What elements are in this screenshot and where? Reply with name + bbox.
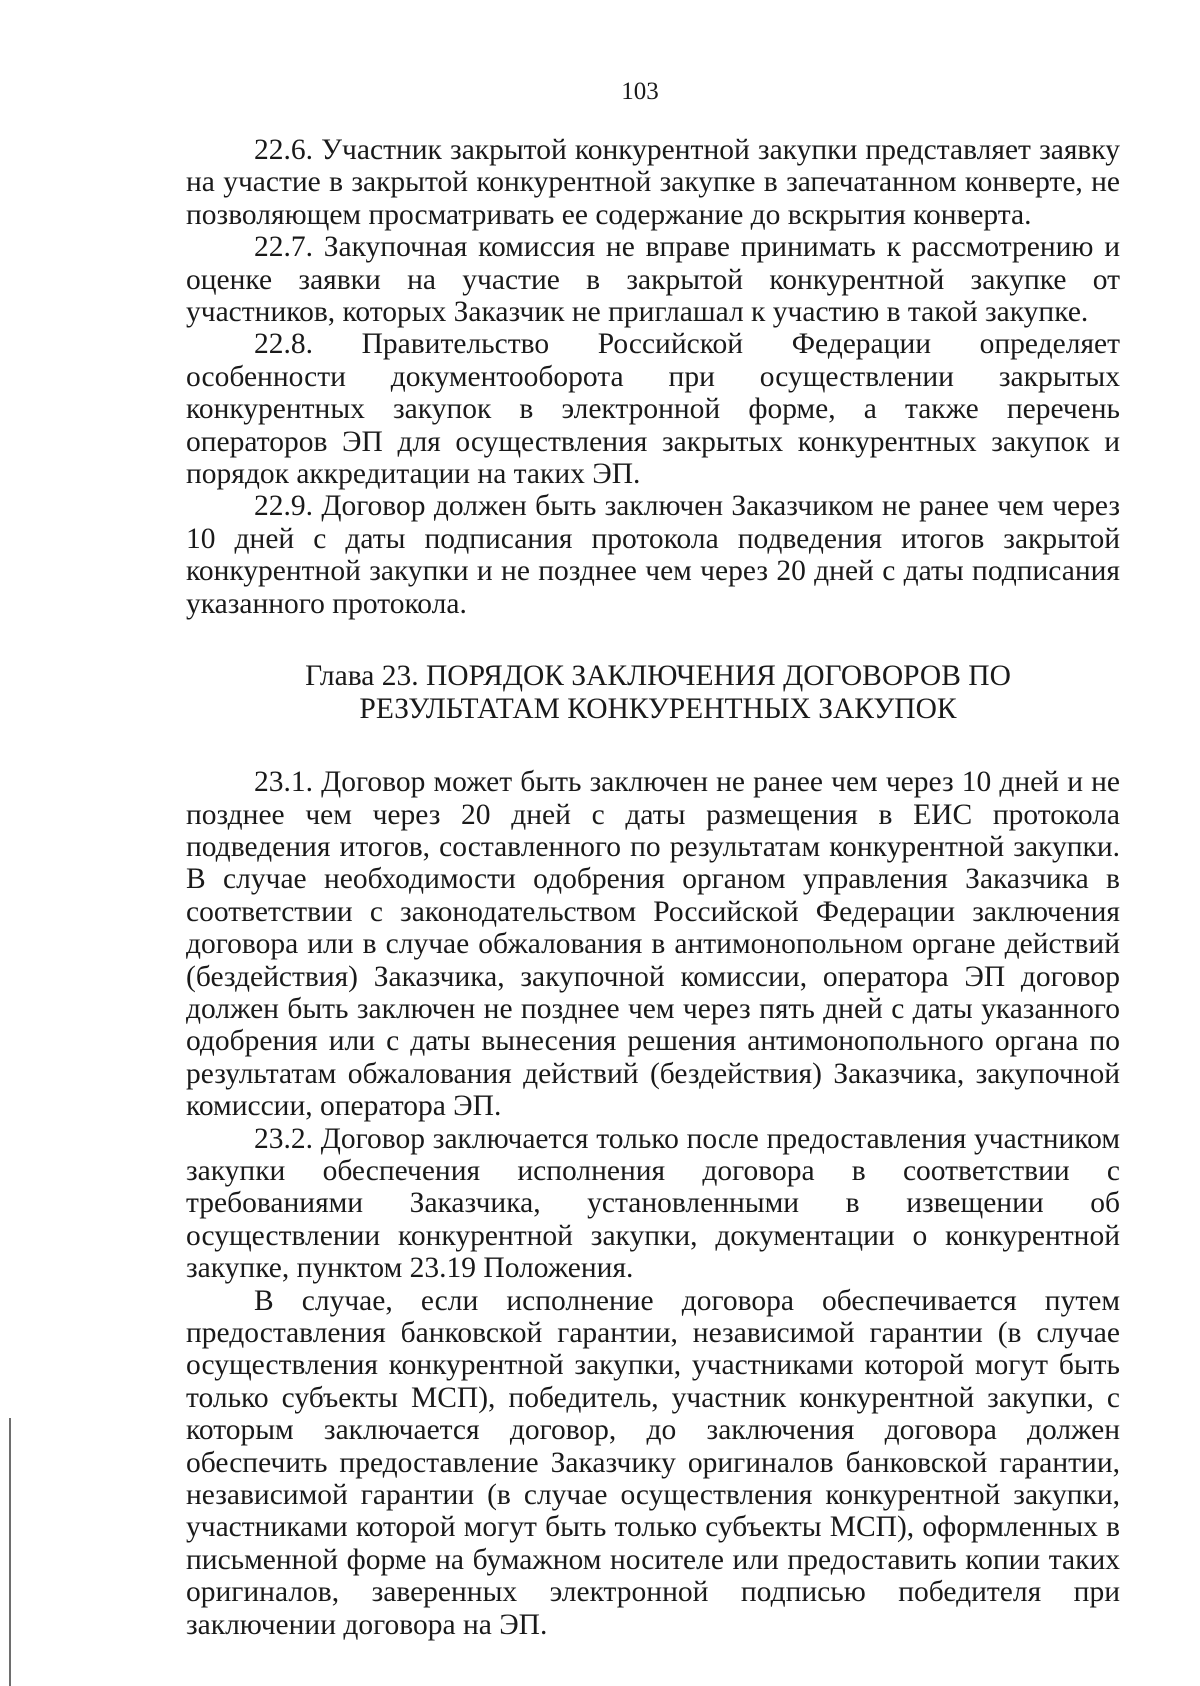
paragraph-22-9: 22.9. Договор должен быть заключен Заказчиком не ранее чем через 10 дней с даты подписания протокола подведения итогов закрытой конкурентной закупки и не позднее чем через 20 дней с даты подписания указанного протокола.	[186, 490, 1120, 620]
paragraph-bank-guarantee: В случае, если исполнение договора обеспечивается путем предоставления банковской гарантии, независимой гарантии (в случае осуществления конкурентной закупки, участниками которой могут быть только субъекты МСП), победитель, участник конкурентной закупки, с которым заключается договор, до заключения договора должен обеспечить предоставление Заказчику оригиналов банковской гарантии, независимой гарантии (в случае осуществления конкурентной закупки, участниками которой могут быть только субъекты МСП), оформленных в письменной форме на бумажном носителе или предоставить копии таких оригиналов, заверенных электронной подписью победителя при заключении договора на ЭП.	[186, 1284, 1120, 1641]
document-body	[186, 134, 1120, 1641]
paragraph-23-2: 23.2. Договор заключается только после предоставления участником закупки обеспечения исполнения договора в соответствии с требованиями Заказчика, установленными в извещении об осуществлении конкурентной закупки, документации о конкурентной закупке, пунктом 23.19 Положения.	[186, 1122, 1120, 1285]
paragraph-22-8: 22.8. Правительство Российской Федерации определяет особенности документооборота при осуществлении закрытых конкурентных закупок в электронной форме, а также перечень операторов ЭП для осуществления закрытых конкурентных закупок и порядок аккредитации на таких ЭП.	[186, 328, 1120, 491]
paragraph-22-7: 22.7. Закупочная комиссия не вправе принимать к рассмотрению и оценке заявки на участие в закрытой конкурентной закупке от участников, которых Заказчик не приглашал к участию в такой закупке.	[186, 231, 1120, 329]
scan-edge-line	[9, 1418, 11, 1686]
page-number: 103	[621, 78, 659, 105]
chapter-heading-line-1: Глава 23. ПОРЯДОК ЗАКЛЮЧЕНИЯ ДОГОВОРОВ ПО	[305, 660, 1011, 693]
paragraph-22-6: 22.6. Участник закрытой конкурентной закупки представляет заявку на участие в закрытой конкурентной закупке в запечатанном конверте, не позволяющем просматривать ее содержание до вскрытия конверта.	[186, 134, 1120, 231]
chapter-heading-line-2: РЕЗУЛЬТАТАМ КОНКУРЕНТНЫХ ЗАКУПОК	[359, 693, 957, 726]
chapter-heading	[186, 660, 1120, 726]
paragraph-23-1: 23.1. Договор может быть заключен не ранее чем через 10 дней и не позднее чем через 20 дней с даты размещения в ЕИС протокола подведения итогов, составленного по результатам конкурентной закупки. В случае необходимости одобрения органом управления Заказчика в соответствии с законодательством Российской Федерации заключения договора или в случае обжалования в антимонопольном органе действий (бездействия) Заказчика, закупочной комиссии, оператора ЭП договор должен быть заключен не позднее чем через пять дней с даты указанного одобрения или с даты вынесения решения антимонопольного органа по результатам обжалования действий (бездействия) Заказчика, закупочной комиссии, оператора ЭП.	[186, 766, 1120, 1123]
